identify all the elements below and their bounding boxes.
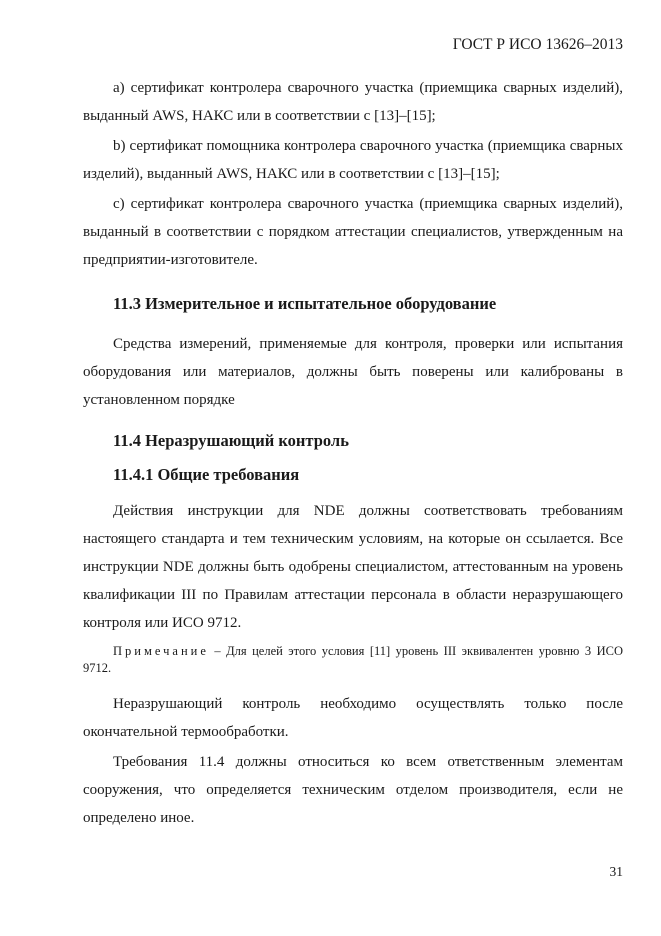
note bbox=[83, 643, 623, 677]
list-item-a: а) сертификат контролера сварочного участка (приемщика сварных изделий), выданный AWS, НАКС или в соответствии с [13]–[15]; bbox=[83, 80, 623, 124]
subsection-heading-11-4-1: 11.4.1 Общие требования bbox=[113, 465, 300, 484]
page-number: 31 bbox=[609, 864, 623, 879]
paragraph-11-4-1: Действия инструкции для NDE должны соответствовать требованиям настоящего стандарта и тем техническим условиям, на которые он ссылается. Все инструкции NDE должны быть одобрены специалистом, аттестованным на уровень квалификации III по Правилам аттестации персонала в области неразрушающего контроля или ИСО 9712. bbox=[83, 503, 623, 631]
list-item-b: b) сертификат помощника контролера сварочного участка (приемщика сварных изделий), выданный AWS, НАКС или в соответствии с [13]–[15]; bbox=[83, 138, 623, 182]
note-text: – Для целей этого условия [11] уровень III эквивалентен уровню 3 ИСО 9712. bbox=[83, 644, 623, 675]
document-code-header: ГОСТ Р ИСО 13626–2013 bbox=[452, 36, 623, 53]
note-label: Примечание bbox=[113, 644, 209, 658]
paragraph-requirements-scope: Требования 11.4 должны относиться ко всем ответственным элементам сооружения, что определяется техническим отделом производителя, если не определено иное. bbox=[83, 754, 623, 826]
page-content bbox=[83, 74, 623, 832]
paragraph-ndt-after-heat-treatment: Неразрушающий контроль необходимо осуществлять только после окончательной термообработки. bbox=[83, 696, 623, 740]
section-heading-11-3: 11.3 Измерительное и испытательное оборудование bbox=[113, 294, 497, 313]
paragraph-11-3: Средства измерений, применяемые для контроля, проверки или испытания оборудования или материалов, должны быть поверены или калиброваны в установленном порядке bbox=[83, 336, 623, 408]
list-item-c: с) сертификат контролера сварочного участка (приемщика сварных изделий), выданный в соответствии с порядком аттестации специалистов, утвержденным на предприятии-изготовителе. bbox=[83, 196, 623, 268]
section-heading-11-4: 11.4 Неразрушающий контроль bbox=[113, 431, 349, 450]
